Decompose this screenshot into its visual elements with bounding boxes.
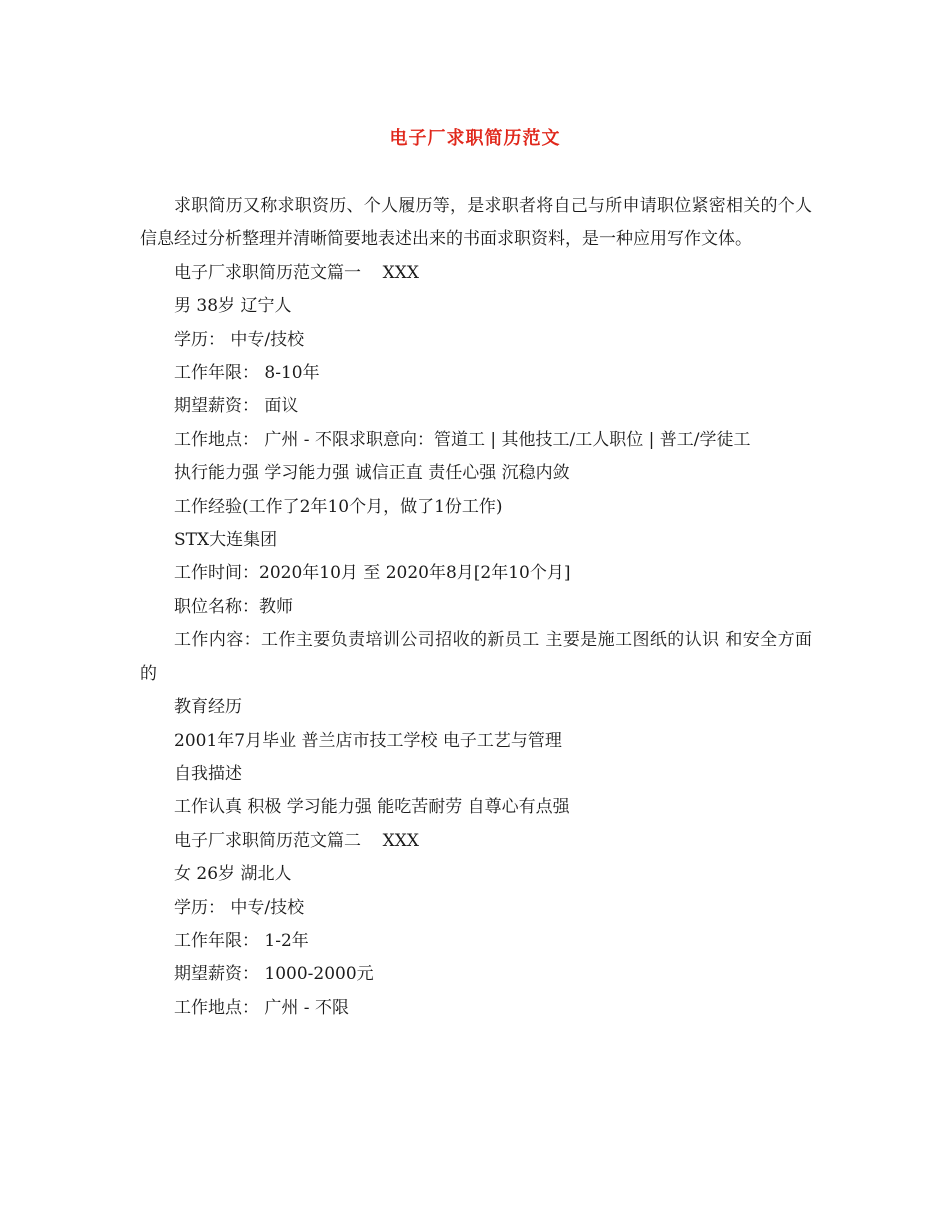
- sample-one-location-intent: 工作地点： 广州 - 不限求职意向：管道工 | 其他技工/工人职位 | 普工/学徒工: [174, 429, 751, 450]
- sample-one-job-content: 工作内容：工作主要负责培训公司招收的新员工 主要是施工图纸的认识 和安全方面的: [140, 630, 812, 684]
- sample-one-company: STX大连集团: [174, 530, 278, 551]
- sample-two-basic-info: 女 26岁 湖北人: [174, 864, 292, 885]
- sample-one-expected-salary: 期望薪资： 面议: [174, 396, 299, 417]
- sample-one-work-years: 工作年限： 8-10年: [174, 363, 320, 384]
- sample-one-experience-summary: 工作经验(工作了2年10个月，做了1份工作): [174, 496, 503, 517]
- sample-one-position: 职位名称：教师: [174, 596, 293, 617]
- document-body: [140, 190, 812, 1025]
- sample-two-location: 工作地点： 广州 - 不限: [174, 997, 349, 1018]
- sample-one-strengths: 执行能力强 学习能力强 诚信正直 责任心强 沉稳内敛: [174, 463, 570, 484]
- sample-one-education-heading: 教育经历: [174, 697, 242, 718]
- sample-one-self-description: 工作认真 积极 学习能力强 能吃苦耐劳 自尊心有点强: [174, 797, 570, 818]
- sample-one-education-level: 学历： 中专/技校: [174, 329, 305, 350]
- sample-one-education-detail: 2001年7月毕业 普兰店市技工学校 电子工艺与管理: [174, 730, 562, 751]
- sample-one-basic-info: 男 38岁 辽宁人: [174, 296, 292, 317]
- intro-paragraph: 求职简历又称求职资历、个人履历等，是求职者将自己与所申请职位紧密相关的个人信息经过分析整理并清晰简要地表述出来的书面求职资料，是一种应用写作文体。: [140, 196, 812, 250]
- sample-one-self-description-heading: 自我描述: [174, 763, 242, 784]
- sample-two-expected-salary: 期望薪资： 1000-2000元: [174, 964, 374, 985]
- sample-two-education-level: 学历： 中专/技校: [174, 897, 305, 918]
- sample-two-heading: 电子厂求职简历范文篇二 XXX: [174, 830, 419, 851]
- sample-one-work-period: 工作时间：2020年10月 至 2020年8月[2年10个月]: [174, 563, 571, 584]
- sample-two-work-years: 工作年限： 1-2年: [174, 930, 309, 951]
- document-title: 电子厂求职简历范文: [389, 128, 561, 149]
- sample-one-heading: 电子厂求职简历范文篇一 XXX: [174, 262, 419, 283]
